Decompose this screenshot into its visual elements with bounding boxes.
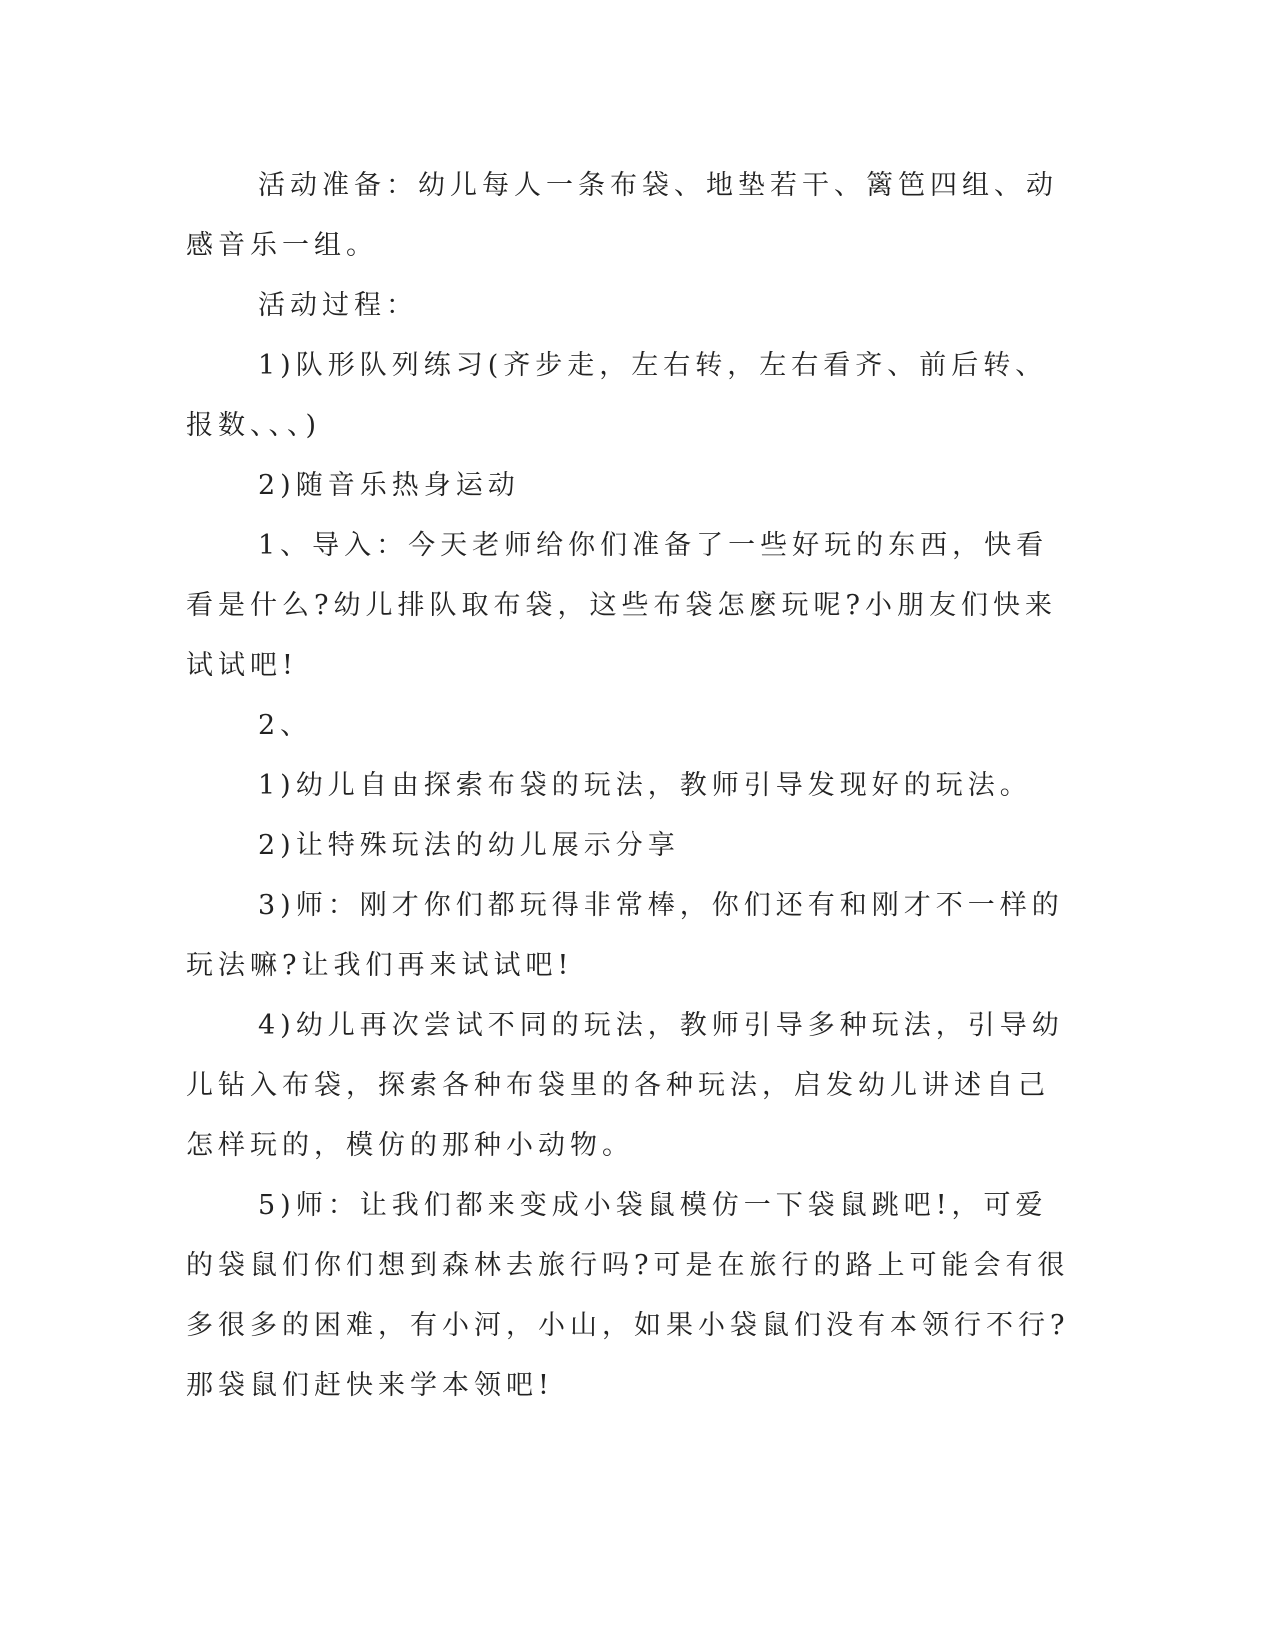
paragraph-introduction: 1、导入：今天老师给你们准备了一些好玩的东西，快看看是什么?幼儿排队取布袋，这些布袋怎麽玩呢?小朋友们快来试试吧!: [186, 530, 1057, 681]
paragraph-retry-play: 4)幼儿再次尝试不同的玩法，教师引导多种玩法，引导幼儿钻入布袋，探索各种布袋里的各种玩法，启发幼儿讲述自己怎样玩的，模仿的那种小动物。: [186, 1010, 1064, 1161]
paragraph-warm-up: 2)随音乐热身运动: [258, 470, 520, 501]
paragraph-teacher-prompt: 3)师：刚才你们都玩得非常棒，你们还有和刚才不一样的玩法嘛?让我们再来试试吧!: [186, 890, 1064, 981]
paragraph-step-two: 2、: [258, 710, 313, 741]
paragraph-formation-drill: 1)队形队列练习(齐步走，左右转，左右看齐、前后转、报数、、、): [186, 350, 1048, 441]
paragraph-free-exploration: 1)幼儿自由探索布袋的玩法，教师引导发现好的玩法。: [258, 770, 1032, 801]
document-body: [186, 156, 1076, 1416]
paragraph-sharing: 2)让特殊玩法的幼儿展示分享: [258, 830, 680, 861]
paragraph-kangaroo-jump: 5)师：让我们都来变成小袋鼠模仿一下袋鼠跳吧!，可爱的袋鼠们你们想到森林去旅行吗?可是在旅行的路上可能会有很多很多的困难，有小河，小山，如果小袋鼠们没有本领行不行?那袋鼠们赶快来学本领吧!: [186, 1190, 1070, 1401]
paragraph-activity-process-heading: 活动过程：: [258, 290, 418, 321]
paragraph-activity-preparation: 活动准备：幼儿每人一条布袋、地垫若干、篱笆四组、动感音乐一组。: [186, 170, 1058, 261]
